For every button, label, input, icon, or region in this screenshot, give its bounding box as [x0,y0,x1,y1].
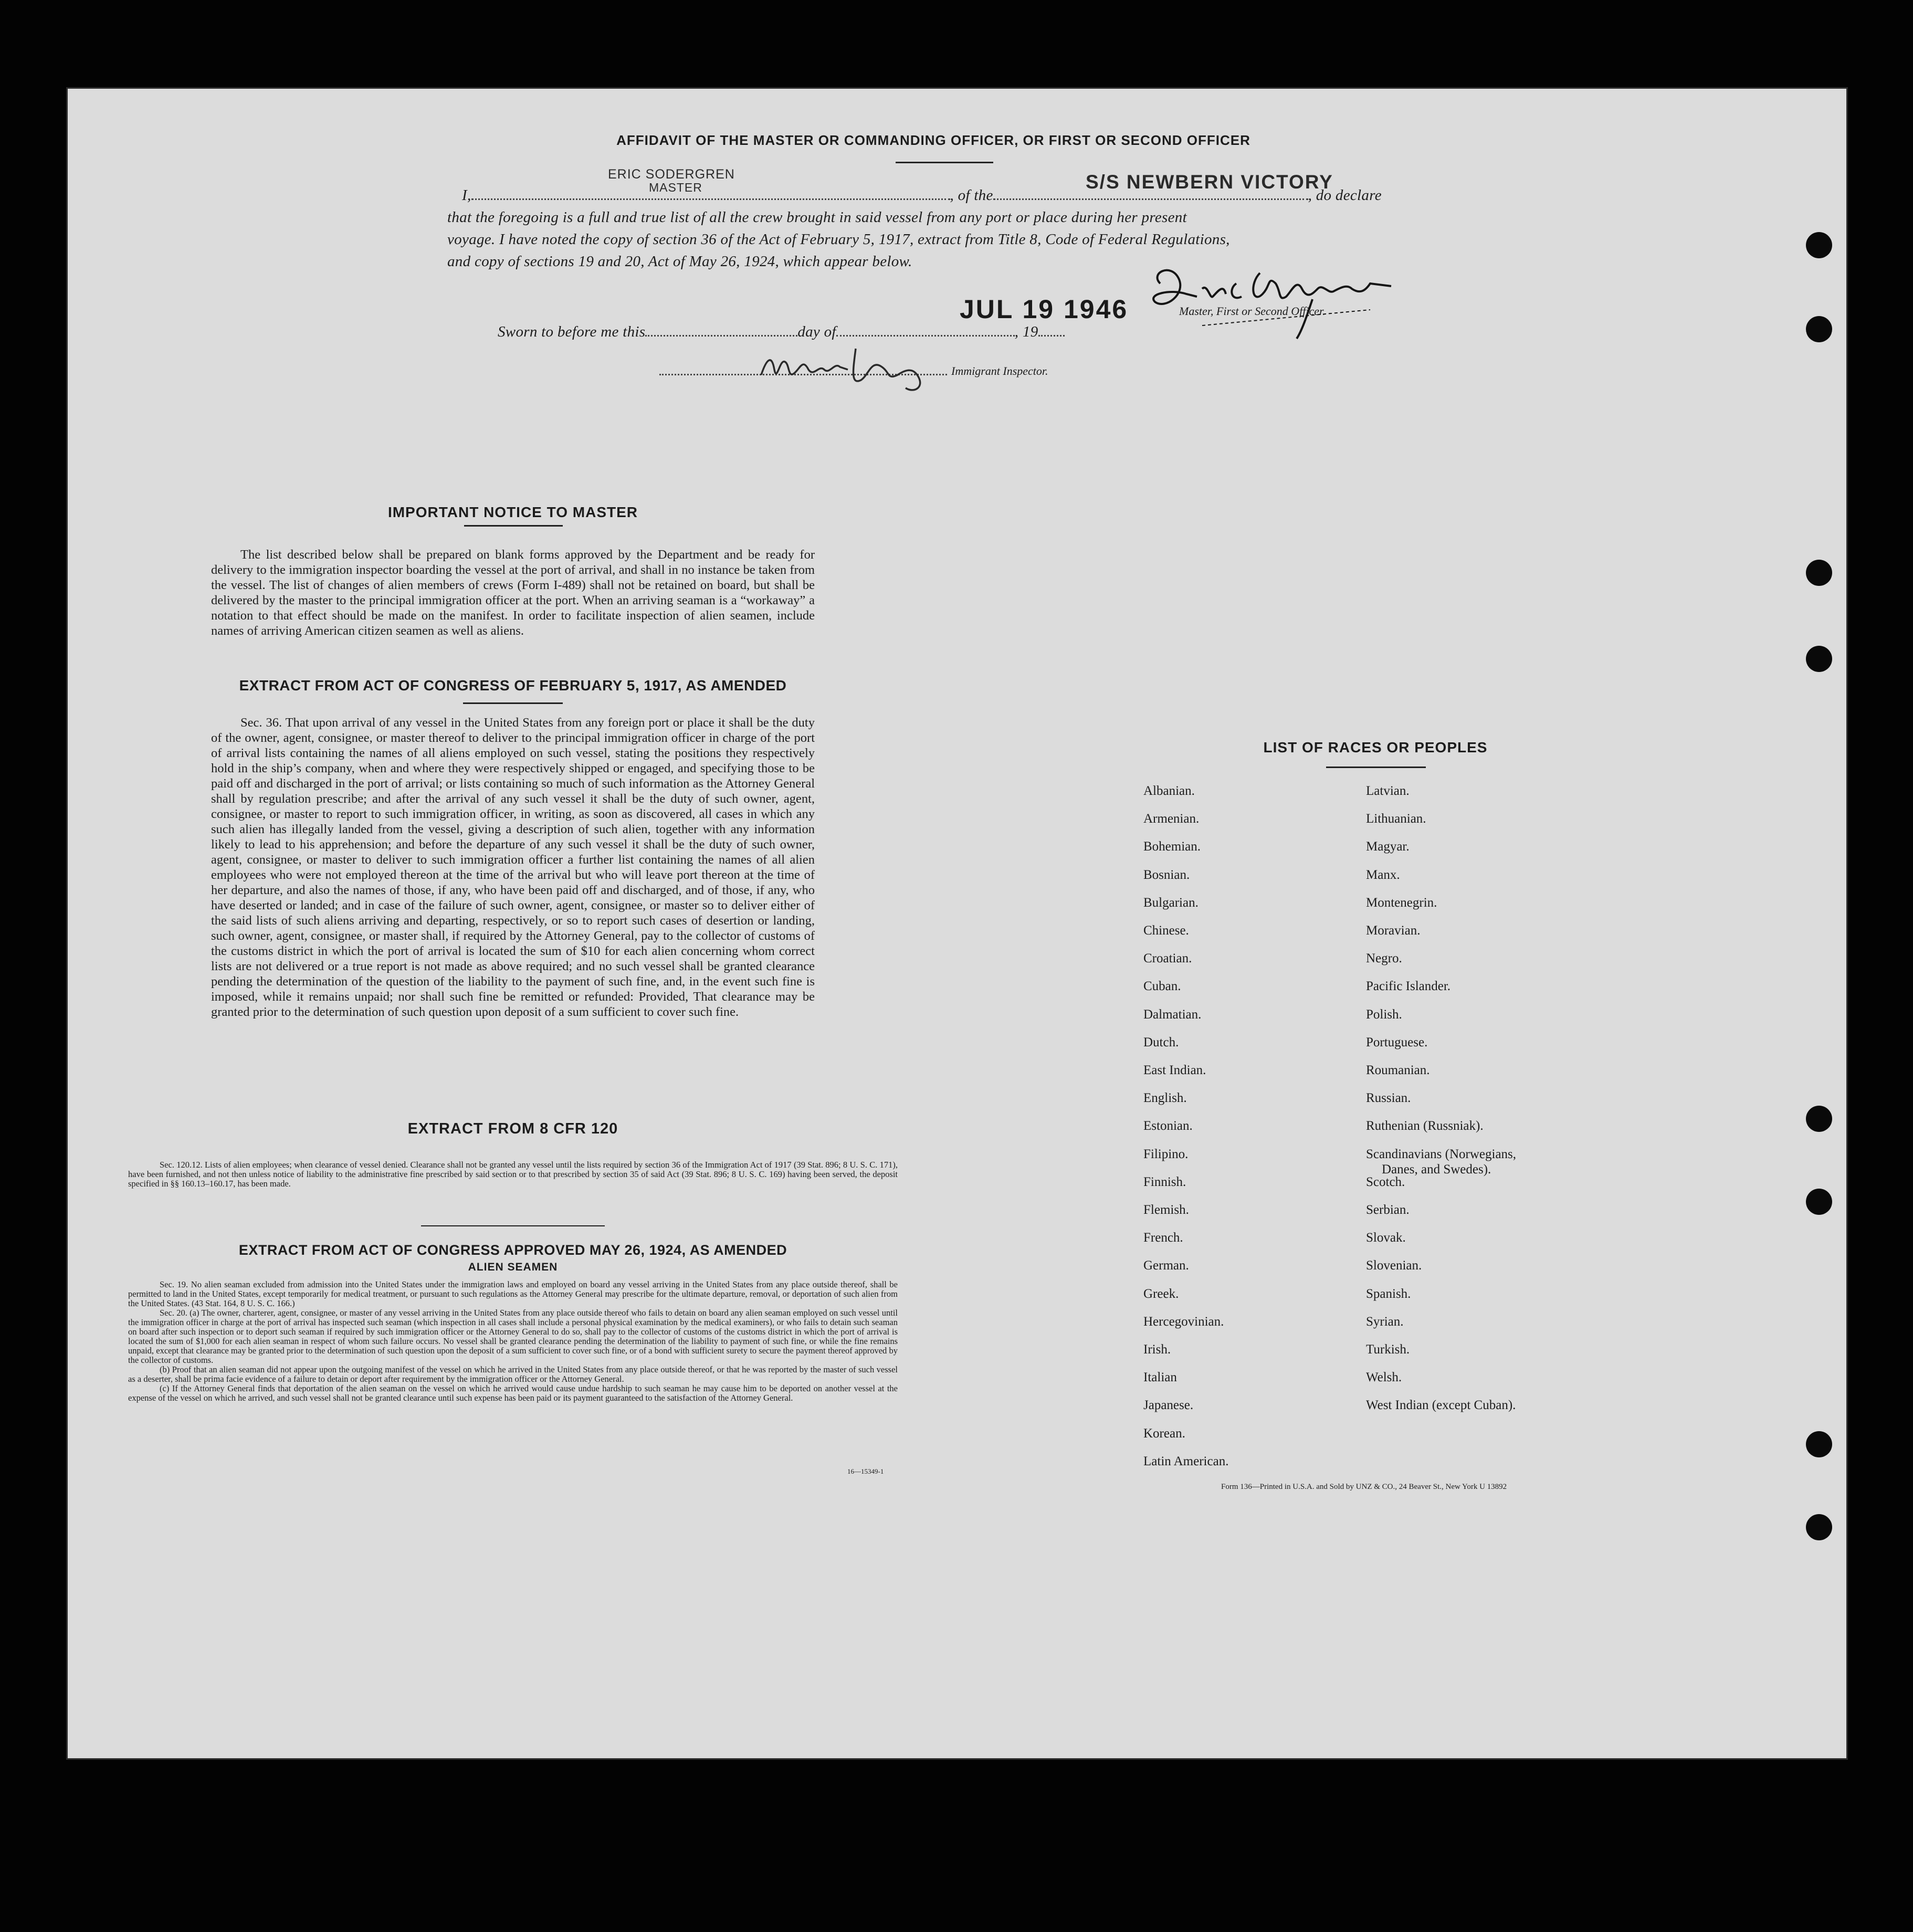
race-item: Hercegovinian. [1143,1314,1224,1329]
punch-hole [1806,560,1832,586]
affidavit-title: AFFIDAVIT OF THE MASTER OR COMMANDING OFFICER, OR FIRST OR SECOND OFFICER [616,132,1250,148]
race-item: Croatian. [1143,951,1192,966]
year-blank [1038,324,1065,337]
race-item: Bosnian. [1143,867,1190,882]
cfr-rule [421,1225,605,1226]
notice-title: IMPORTANT NOTICE TO MASTER [387,504,638,520]
race-item: Japanese. [1143,1398,1194,1413]
sworn-text: Sworn to before me this [498,323,646,340]
race-item: Irish. [1143,1342,1171,1357]
race-item: Italian [1143,1370,1177,1385]
race-item: Filipino. [1143,1147,1189,1161]
extract-1917-title: EXTRACT FROM ACT OF CONGRESS OF FEBRUARY 5, 1917, AS AMENDED [239,677,787,694]
race-item: Negro. [1366,951,1402,966]
sec-20c: (c) If the Attorney General finds that deportation of the alien seaman on the vessel on which he arrived would cause undue hardship to such seaman he may cause him to be deported on another vessel at the expense of the vessel on which he arrived, and such vessel shall not be granted clearance until such expense has been paid or its payment guaranteed to the satisfaction of the Attorney General. [128,1383,898,1403]
sec-20b: (b) Proof that an alien seaman did not appear upon the outgoing manifest of the vessel on which he arrived in the United States from any place outside thereof, or that he was reported by the master of such vessel as a deserter, shall be prima facie evidence of a failure to detain or deport after requirement by the immigration officer or the Attorney General. [128,1364,898,1384]
text-do-declare: , do declare [1308,187,1382,204]
extract-1924-subtitle: ALIEN SEAMEN [468,1261,558,1273]
text-i: I, [462,187,471,204]
master-title: MASTER [649,181,702,194]
race-item: Moravian. [1366,923,1421,938]
races-rule [1326,766,1426,768]
race-item: Korean. [1143,1426,1185,1441]
race-item: Armenian. [1143,812,1200,826]
master-signature [1139,252,1412,341]
race-item: Roumanian. [1366,1063,1430,1077]
text-of-the: , of the [950,187,993,204]
punch-hole [1806,232,1832,258]
inspector-caption: Immigrant Inspector. [951,364,1048,377]
race-item: Chinese. [1143,923,1189,938]
extract-cfr-title: EXTRACT FROM 8 CFR 120 [407,1120,618,1137]
race-item: Serbian. [1366,1203,1410,1217]
vessel-name: S/S NEWBERN VICTORY [1086,171,1333,193]
race-item: Slovak. [1366,1231,1406,1245]
race-item: Russian. [1366,1091,1411,1106]
race-item: Latin American. [1143,1454,1229,1468]
punch-hole [1806,316,1832,342]
extract-cfr-body [128,1160,898,1189]
races-title: LIST OF RACES OR PEOPLES [1263,739,1488,755]
race-item: Montenegrin. [1366,895,1437,910]
race-item: Syrian. [1366,1314,1404,1329]
race-item: Cuban. [1143,979,1181,994]
extract-1917-body: Sec. 36. That upon arrival of any vessel in the United States from any foreign port or place it shall be the duty of the owner, agent, consignee, or master thereof to deliver to the principal immigration officer in charge of the port of arrival lists containing the names of all aliens employed on such vessel, stating the positions they respectively hold in the ship’s company, when and where they were respectively shipped or engaged, and specifying those to be paid off and discharged in the port of arrival; or lists containing so much of such information as the Attorney General shall by regulation prescribe; and after the arrival of any such vessel it shall be the duty of such owner, agent, consignee, or master to report to such immigration officer, in writing, as soon as discovered, all cases in which any such alien has illegally landed from the vessel, giving a description of such alien, together with any information likely to lead to his apprehension; and before the departure of any such vessel it shall be the duty of such owner, agent, consignee, or master to deliver to such immigration officer a further list containing the names of all alien employees who were not employed thereon at the time of the arrival but who will leave port thereon at the time of her departure, and also the names of those, if any, who have been paid off and discharged, and of those, if any, who have deserted or landed; and in case of the failure of such owner, agent, consignee, or master so to deliver either of the said lists of such aliens arriving and departing, respectively, or so to report such cases of desertion or landing, such owner, agent, consignee, or master shall, if required by the Attorney General, pay to the collector of customs of the customs district in which the port of arrival is located the sum of $10 for each alien concerning whom correct lists are not delivered or a true report is not made as above required; and no such vessel shall be granted clearance pending the determination of the question of the liability to the payment of such fine, and, in the event such fine is imposed, while it remains unpaid; nor shall such fine be remitted or refunded: Provided, That clearance may be granted prior to the determination of such question upon deposit of a sum sufficient to cover such fine. [211,716,815,1019]
race-item: Turkish. [1366,1342,1410,1357]
punch-hole [1806,1189,1832,1215]
race-item: Bohemian. [1143,839,1201,854]
day-blank [645,324,797,337]
race-item: Greek. [1143,1286,1179,1301]
year-text: , 19 [1014,323,1038,340]
race-item: Scotch. [1366,1174,1405,1189]
day-of-text: day of [797,323,836,340]
title-rule [896,162,993,163]
race-item: Albanian. [1143,784,1195,798]
affidavit-line-3: voyage. I have noted the copy of section 36 of the Act of February 5, 1917, extract from Title 8, Code of Federal Regulations, [447,231,1230,248]
race-item: Ruthenian (Russniak). [1366,1119,1484,1133]
punch-hole [1806,1431,1832,1457]
notice-rule [464,525,563,527]
race-item: Danes, and Swedes). [1382,1162,1491,1177]
race-item: West Indian (except Cuban). [1366,1398,1516,1413]
race-item: Finnish. [1143,1174,1186,1189]
race-item: Scandinavians (Norwegians, [1366,1147,1517,1161]
race-item: Manx. [1366,867,1400,882]
race-item: Lithuanian. [1366,812,1426,826]
race-item: French. [1143,1231,1183,1245]
sec-19: Sec. 19. No alien seaman excluded from admission into the United States under the immigration laws and employed on board any vessel arriving in the United States from any place outside thereof, shall be permitted to land in the United States, except temporarily for medical treatment, or pursuant to such regulations as the Attorney General may prescribe for the ultimate departure, removal, or deportation of such alien from the United States. (43 Stat. 164, 8 U. S. C. 166.) [128,1279,898,1308]
race-item: Polish. [1366,1007,1402,1022]
race-item: Welsh. [1366,1370,1402,1385]
race-item: Estonian. [1143,1119,1193,1133]
race-item: Pacific Islander. [1366,979,1451,994]
sec-20a: Sec. 20. (a) The owner, charterer, agent, consignee, or master of any vessel arriving in the United States from any place outside thereof who fails to detain on board any alien seaman employed on such vessel until the immigration officer in charge at the port of arrival has inspected such seaman (which inspection in all cases shall include a personal physical examination by the medical examiners), or who fails to detain such seaman on board after such inspection or to deport such seaman if required by such immigration officer or the Attorney General to do so, shall pay to the collector of customs of the customs district in which the port of arrival is located the sum of $1,000 for each alien seaman in respect of whom such failure occurs. No vessel shall be granted clearance pending the determination of the liability to payment of such fine, or while the fine remains unpaid, except that clearance may be granted prior to the determination of such question upon the deposit of a sum sufficient to cover such fine, or of a bond with sufficient surety to secure the payment thereof approved by the collector of customs. [128,1308,898,1365]
date-stamp: JUL 19 1946 [960,295,1129,324]
race-item: Slovenian. [1366,1258,1422,1273]
race-item: Portuguese. [1366,1035,1428,1049]
extract-1924-title: EXTRACT FROM ACT OF CONGRESS APPROVED MAY 26, 1924, AS AMENDED [238,1242,787,1258]
extract-1917-rule [463,702,563,704]
race-item: Magyar. [1366,839,1410,854]
master-caption: Master, First or Second Officer. [1179,304,1326,318]
punch-hole [1806,1514,1832,1540]
race-item: Dalmatian. [1143,1007,1202,1022]
inspector-signature [756,338,945,396]
name-blank [471,188,950,200]
race-item: German. [1143,1258,1189,1273]
race-item: East Indian. [1143,1063,1206,1077]
punch-hole [1806,646,1832,672]
month-blank [836,324,1015,337]
cfr-sec-120-12: Sec. 120.12. Lists of alien employees; when clearance of vessel denied. Clearance shall not be granted any vessel until the lists required by section 36 of the Immigration Act of 1917 (39 Stat. 896; 8 U. S. C. 171), have been furnished, and not then unless notice of liability to the administrative fine prescribed by said section or to that prescribed by section 35 of said Act (39 Stat. 896; 8 U. S. C. 169) having been served, the deposit specified in §§ 160.13–160.17, has been made. [128,1160,898,1189]
extract-1924-body [128,1280,898,1403]
affidavit-line-2: that the foregoing is a full and true list of all the crew brought in said vessel from any port or place during her present [447,209,1187,226]
race-item: English. [1143,1091,1187,1106]
race-item: Latvian. [1366,784,1410,798]
affidavit-line-4: and copy of sections 19 and 20, Act of May 26, 1924, which appear below. [447,253,912,270]
race-item: Bulgarian. [1143,895,1199,910]
master-name: ERIC SODERGREN [608,167,735,182]
race-item: Spanish. [1366,1286,1411,1301]
printer-footer: Form 136—Printed in U.S.A. and Sold by UNZ & CO., 24 Beaver St., New York U 13892 [1221,1483,1507,1491]
race-item: Dutch. [1143,1035,1179,1049]
punch-hole [1806,1106,1832,1132]
notice-body: The list described below shall be prepared on blank forms approved by the Department and be ready for delivery to the immigration inspector boarding the vessel at the port of arrival, and shall in no instance be taken from the vessel. The list of changes of alien members of crews (Form I-489) shall not be retained on board, but shall be delivered by the master to the principal immigration officer at the port. When an arriving seaman is a “workaway” a notation to that effect should be made on the manifest. In order to facilitate inspection of alien seamen, include names of arriving American citizen seamen as well as aliens. [211,548,815,638]
race-item: Flemish. [1143,1203,1189,1217]
form-code: 16—15349-1 [847,1467,884,1475]
